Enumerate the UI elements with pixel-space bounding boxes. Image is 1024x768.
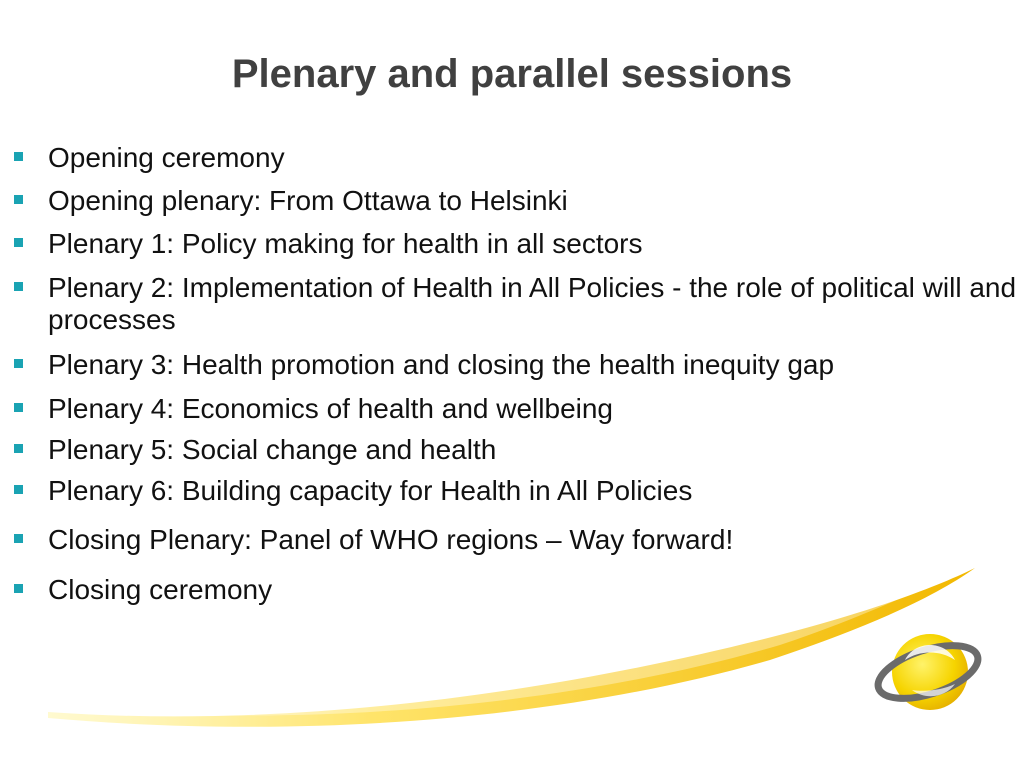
square-bullet-icon	[14, 403, 23, 412]
list-item-text: Plenary 6: Building capacity for Health in All Policies	[48, 475, 693, 506]
list-item-text: Plenary 2: Implementation of Health in All Policies - the role of political will and processes	[48, 272, 1017, 335]
list-item	[48, 142, 1018, 174]
list-item	[48, 228, 1018, 260]
square-bullet-icon	[14, 195, 23, 204]
list-item-text: Closing Plenary: Panel of WHO regions – Way forward!	[48, 524, 734, 555]
square-bullet-icon	[14, 584, 23, 593]
square-bullet-icon	[14, 485, 23, 494]
list-item	[48, 524, 1018, 556]
square-bullet-icon	[14, 444, 23, 453]
list-item	[48, 434, 1018, 466]
slide-title: Plenary and parallel sessions	[231, 52, 793, 96]
square-bullet-icon	[14, 359, 23, 368]
list-item	[48, 393, 1018, 425]
list-item	[48, 574, 1018, 606]
list-item-text: Plenary 5: Social change and health	[48, 434, 497, 465]
list-item-text: Plenary 4: Economics of health and wellbeing	[48, 393, 614, 424]
list-item	[48, 475, 1018, 507]
list-item-text: Opening plenary: From Ottawa to Helsinki	[48, 185, 568, 216]
list-item-text: Opening ceremony	[48, 142, 285, 173]
square-bullet-icon	[14, 534, 23, 543]
list-item-text: Closing ceremony	[48, 574, 273, 605]
square-bullet-icon	[14, 152, 23, 161]
list-item-text: Plenary 1: Policy making for health in all sectors	[48, 228, 643, 259]
list-item	[48, 185, 1018, 217]
list-item-text: Plenary 3: Health promotion and closing the health inequity gap	[48, 349, 835, 380]
list-item	[48, 272, 1018, 336]
list-item	[48, 349, 1018, 381]
square-bullet-icon	[14, 282, 23, 291]
square-bullet-icon	[14, 238, 23, 247]
